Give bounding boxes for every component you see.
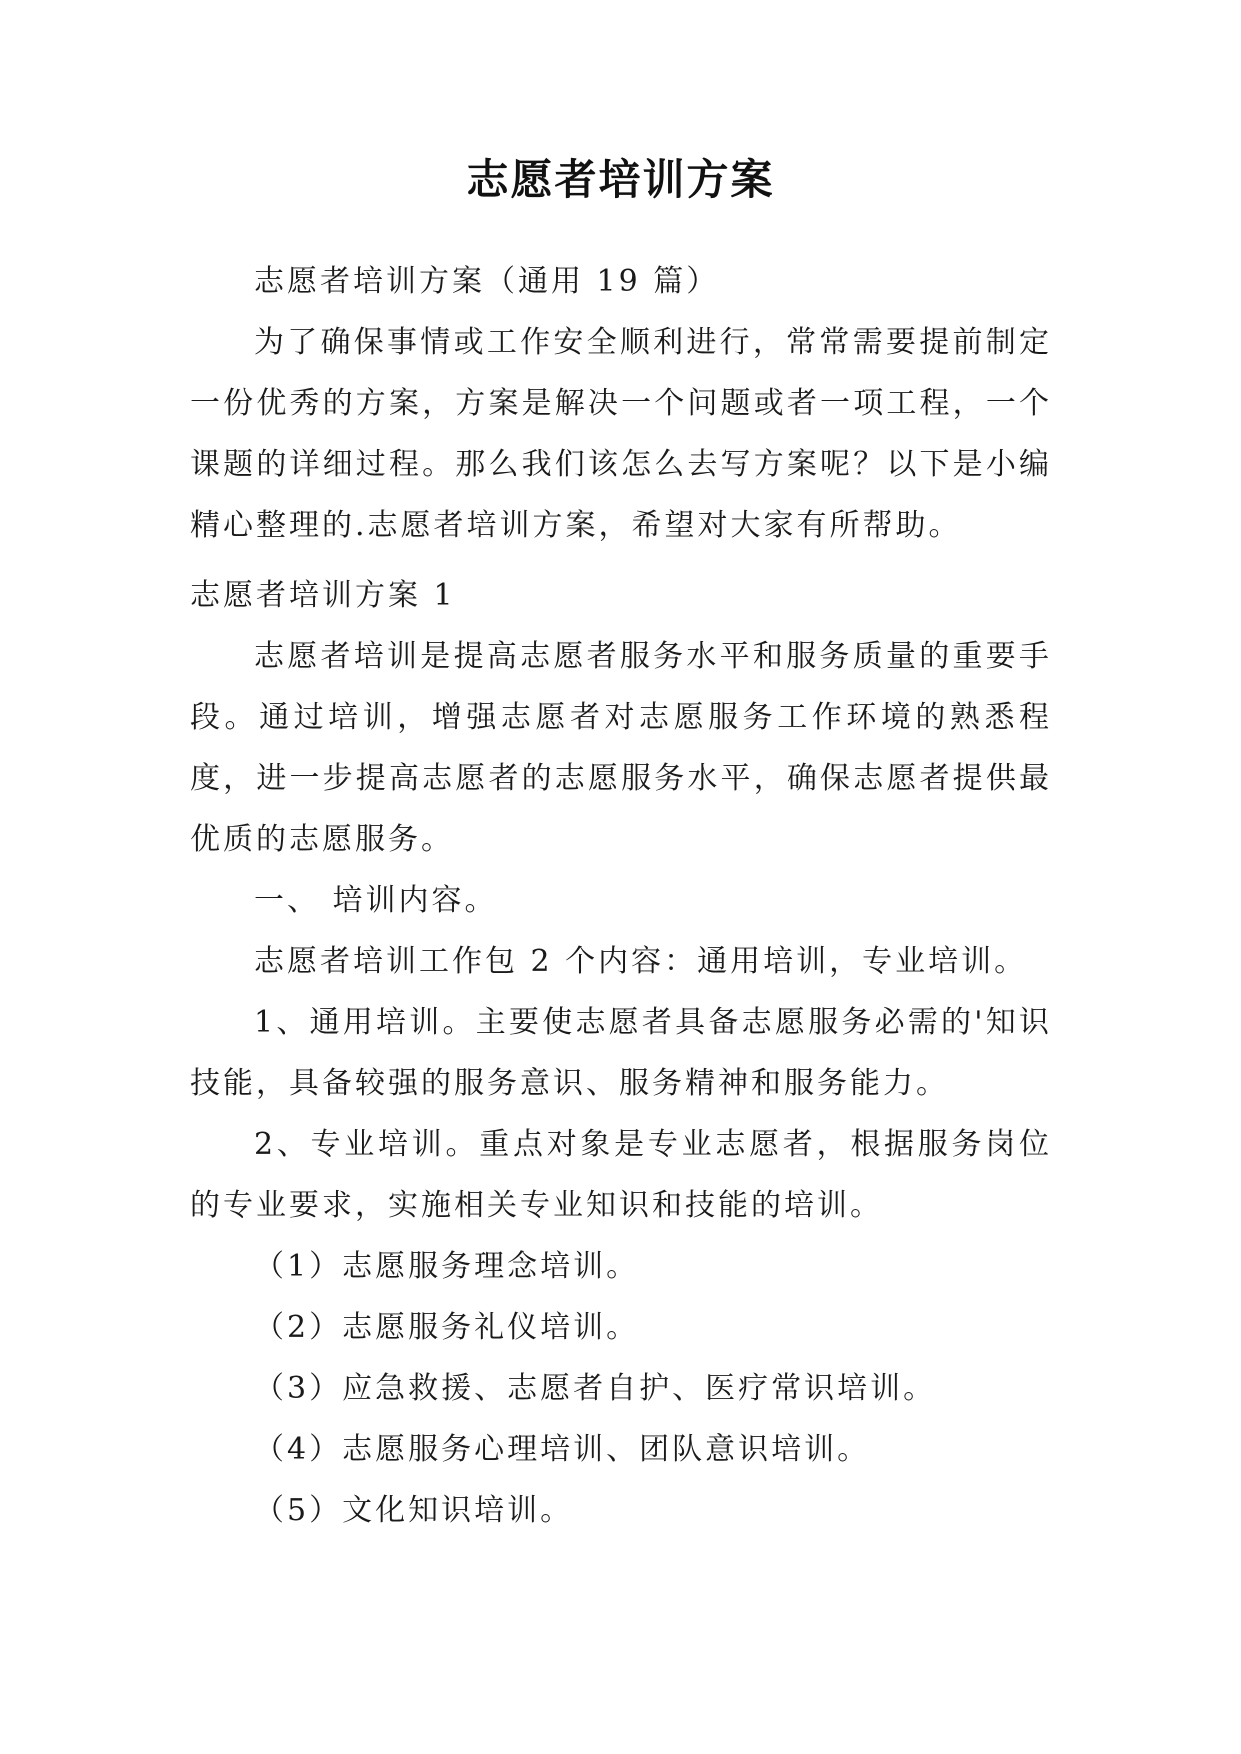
list-item: （4）志愿服务心理培训、团队意识培训。 — [254, 1432, 871, 1467]
intro-paragraph: 为了确保事情或工作安全顺利进行，常常需要提前制定一份优秀的方案，方案是解决一个问题或者一项工程，一个课题的详细过程。那么我们该怎么去写方案呢？以下是小编精心整理的.志愿者培训方案，希望对大家有所帮助。 — [190, 325, 1052, 543]
document-body-intro — [190, 251, 1052, 556]
section-heading: 志愿者培训方案 1 — [190, 578, 456, 613]
content-heading: 一、 培训内容。 — [254, 883, 498, 918]
document-title: 志愿者培训方案 — [466, 155, 775, 204]
list-item: （1）志愿服务理念培训。 — [254, 1249, 640, 1284]
general-training-paragraph: 1、通用培训。主要使志愿者具备志愿服务必需的'知识技能，具备较强的服务意识、服务精神和服务能力。 — [190, 1005, 1052, 1101]
list-item: （2）志愿服务礼仪培训。 — [254, 1310, 640, 1345]
subtitle-paragraph: 志愿者培训方案（通用 19 篇） — [254, 264, 720, 299]
document-body-section-1 — [190, 565, 1052, 1541]
professional-training-paragraph: 2、专业培训。重点对象是专业志愿者，根据服务岗位的专业要求，实施相关专业知识和技能的培训。 — [190, 1127, 1052, 1223]
section-paragraph: 志愿者培训是提高志愿者服务水平和服务质量的重要手段。通过培训，增强志愿者对志愿服务工作环境的熟悉程度，进一步提高志愿者的志愿服务水平，确保志愿者提供最优质的志愿服务。 — [190, 639, 1052, 857]
list-item: （3）应急救援、志愿者自护、医疗常识培训。 — [254, 1371, 937, 1406]
list-item: （5）文化知识培训。 — [254, 1493, 574, 1528]
content-summary-paragraph: 志愿者培训工作包 2 个内容：通用培训，专业培训。 — [254, 944, 1028, 979]
